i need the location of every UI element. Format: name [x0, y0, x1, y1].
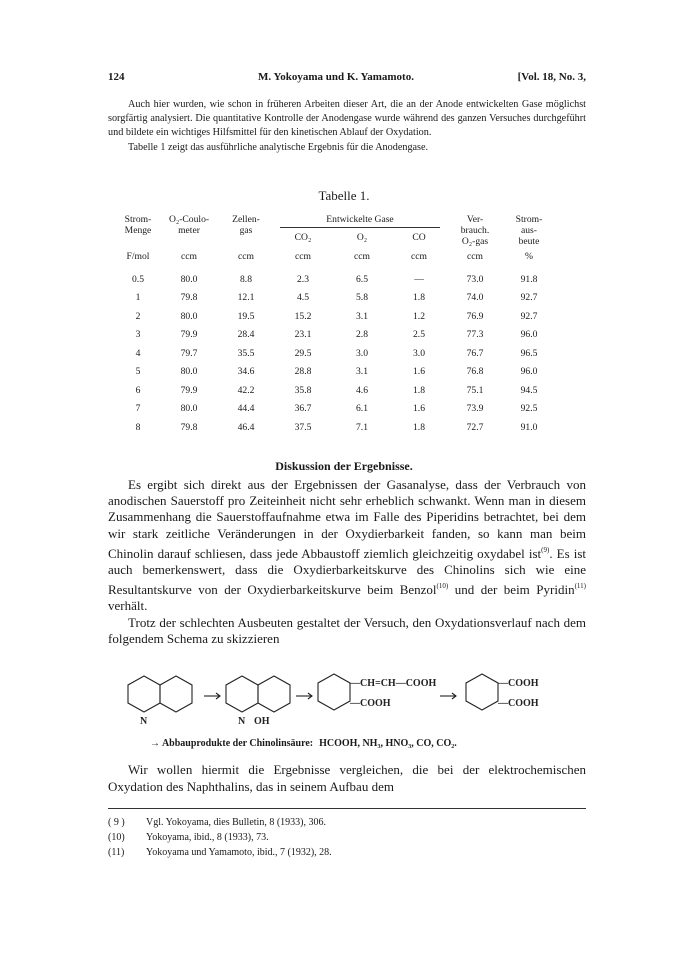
header-entwickelte-gase: Entwickelte Gase [274, 214, 446, 232]
table-row [116, 344, 554, 363]
table-cell: 80.0 [180, 310, 198, 322]
table-cell: 6.1 [356, 403, 368, 415]
table-row [116, 400, 554, 419]
unit-cell: ccm [411, 251, 427, 262]
table-cell: 1.8 [413, 292, 425, 304]
table-cell: 42.2 [237, 384, 255, 396]
discussion-paragraph-3: Wir wollen hiermit die Ergebnisse vergleichen, die bei der elektrochemischen Oxydation des Naphthalins, das in seinem Aufbau dem [108, 762, 586, 794]
table-cell: 76.9 [466, 310, 484, 322]
table-cell: 91.0 [520, 421, 538, 433]
unit-cell: ccm [295, 251, 311, 262]
header-brace-line [280, 227, 440, 228]
table-cell: 77.3 [466, 329, 484, 341]
table-cell: — [414, 273, 424, 285]
discussion-paragraph-1: Es ergibt sich direkt aus der Ergebnissen der Gasanalyse, dass der Verbrauch von anodischen Sauerstoff pro Zeiteinheit nicht sehr erheblich schwankt. Wenn man in diesem Zusammenhang die Sauerstoffaufnahme etwa im Falle des Piperidins betrachtet, bei dem wir stark zeitliche Veränderungen in der Oxydierbarkeit fanden, so kann man beim Chinolin darauf schliesen, dass jede Abbaustoff ziemlich gleichzeitig oxydabel ist$^{(9)}$. Es ist auch bemerkenswert, dass die Oxydierbarkeitskurve des Chinolins sich wie eine Resultantskurve von der Oxydierbarkeitskurve beim Benzol$^{(10)}$ und der beim Pyridin$^{(11)}$ verhält. [108, 477, 586, 614]
running-authors: M. Yokoyama und K. Yamamoto. [258, 71, 414, 83]
table-cell: 79.9 [180, 329, 198, 341]
table-cell: 96.5 [520, 347, 538, 359]
unit-cell: ccm [467, 251, 483, 262]
footnote-9: ( 9 ) Vgl. Yokoyama, dies Bulletin, 8 (1933), 306. [108, 817, 326, 828]
table-cell: 2.5 [413, 329, 425, 341]
caption-products: HCOOH, NH₃, HNO₃, CO, CO₂. [319, 738, 457, 749]
table-cell: 1.8 [413, 384, 425, 396]
table-cell: 3.1 [356, 366, 368, 378]
quinolinic-acid-ring [466, 674, 498, 710]
table-units-row [116, 247, 554, 264]
running-header [108, 71, 586, 87]
table-cell: 1 [135, 292, 141, 304]
volume-info: [Vol. 18, No. 3, [517, 71, 586, 83]
table-cell: 91.8 [520, 273, 538, 285]
table-cell: 28.8 [294, 366, 312, 378]
table-cell: 96.0 [520, 366, 538, 378]
unit-cell: % [525, 251, 533, 262]
table-cell: 3.0 [413, 347, 425, 359]
table-cell: 94.5 [520, 384, 538, 396]
label-oh: OH [254, 716, 270, 727]
table-cell: 44.4 [237, 403, 255, 415]
table-title: Tabelle 1. [318, 188, 370, 203]
table-cell: 92.7 [520, 310, 538, 322]
table-cell: 5 [135, 366, 141, 378]
caption-arrow: → [150, 738, 162, 749]
scheme-caption [150, 738, 457, 749]
header-strom-menge: Strom- Menge [124, 214, 152, 236]
table-cell: 34.6 [237, 366, 255, 378]
header-stromausbeute: Strom- aus- beute [515, 214, 543, 247]
footnote-ref-10: (10) [436, 582, 449, 591]
unit-cell: F/mol [126, 251, 150, 262]
footnote-divider [108, 808, 586, 809]
header-co: CO [412, 232, 426, 244]
table-cell: 92.5 [520, 403, 538, 415]
table-cell: 73.9 [466, 403, 484, 415]
intermediate-ring [318, 674, 350, 710]
table-cell: 15.2 [294, 310, 312, 322]
unit-cell: ccm [238, 251, 254, 262]
table-row [116, 326, 554, 345]
table-cell: 3.1 [356, 310, 368, 322]
table-cell: 79.9 [180, 384, 198, 396]
header-o2: O₂ [356, 232, 368, 244]
header-zellengas: Zellen- gas [232, 214, 260, 236]
table-cell: 3.0 [356, 347, 368, 359]
table-row [116, 264, 554, 289]
table-header-row [116, 214, 554, 232]
table-cell: 3 [135, 329, 141, 341]
table-row [116, 418, 554, 437]
table-cell: 46.4 [237, 421, 255, 433]
table-cell: 23.1 [294, 329, 312, 341]
table-cell: 92.7 [520, 292, 538, 304]
table-cell: 1.6 [413, 403, 425, 415]
table-cell: 76.8 [466, 366, 484, 378]
table-cell: 79.8 [180, 421, 198, 433]
table-cell: 5.8 [356, 292, 368, 304]
results-table [116, 214, 554, 437]
table-cell: 96.0 [520, 329, 538, 341]
table-cell: 1.6 [413, 366, 425, 378]
table-cell: 79.7 [180, 347, 198, 359]
table-cell: 75.1 [466, 384, 484, 396]
table-cell: 37.5 [294, 421, 312, 433]
table-cell: 80.0 [180, 403, 198, 415]
header-co2: CO₂ [294, 232, 312, 244]
quinoline-benzene-ring [128, 676, 160, 712]
intro-paragraph-2: Tabelle 1 zeigt das ausführliche analytische Ergebnis für die Anodengase. [128, 141, 429, 153]
table-cell: 1.2 [413, 310, 425, 322]
table-body [116, 264, 554, 437]
table-cell: 4 [135, 347, 141, 359]
table-cell: 80.0 [180, 366, 198, 378]
section-title: Diskussion der Ergebnisse. [275, 459, 413, 473]
table-cell: 74.0 [466, 292, 484, 304]
table-cell: 36.7 [294, 403, 312, 415]
header-o2-coulometer: O₂-Coulo- meter [168, 214, 210, 236]
table-cell: 4.6 [356, 384, 368, 396]
label-cooh-acid-2: —COOH [498, 698, 539, 709]
intro-text [108, 98, 586, 155]
table-cell: 6.5 [356, 273, 368, 285]
table-cell: 8.8 [240, 273, 252, 285]
table-cell: 72.7 [466, 421, 484, 433]
table-cell: 28.4 [237, 329, 255, 341]
table-cell: 2.8 [356, 329, 368, 341]
table-cell: 79.8 [180, 292, 198, 304]
table-row [116, 363, 554, 382]
table-cell: 2.3 [297, 273, 309, 285]
table-cell: 12.1 [237, 292, 255, 304]
table-cell: 80.0 [180, 273, 198, 285]
table-cell: 4.5 [297, 292, 309, 304]
unit-cell: ccm [354, 251, 370, 262]
table-cell: 35.8 [294, 384, 312, 396]
table-cell: 0.5 [132, 273, 144, 285]
label-cooh-intermediate: —COOH [350, 698, 391, 709]
table-row [116, 289, 554, 308]
table-row [116, 307, 554, 326]
page-number: 124 [108, 71, 125, 83]
table-cell: 8 [135, 421, 141, 433]
table-cell: 29.5 [294, 347, 312, 359]
hydroxyquinoline-ring-1 [226, 676, 258, 712]
table-cell: 76.7 [466, 347, 484, 359]
table-row [116, 381, 554, 400]
table-cell: 7 [135, 403, 141, 415]
label-ch-cooh: —CH=CH—COOH [350, 678, 437, 689]
footnote-ref-11: (11) [574, 582, 586, 591]
label-n-quinoline: N [140, 716, 148, 727]
quinoline-pyridine-ring [160, 676, 192, 712]
footnotes [108, 815, 586, 860]
intro-paragraph-1: Auch hier wurden, wie schon in früheren Arbeiten dieser Art, die an der Anode entwickelten Gase möglichst sorgfärtig analysiert. Die quantitative Kontrolle der Anodengase wurde während des ganzen Versuches durchgeführt und bildete ein wichtiges Hilfsmittel für den kinetischen Ablauf der Oxydation. [108, 99, 586, 139]
discussion-paragraph-2: Trotz der schlechten Ausbeuten gestaltet der Versuch, den Oxydationsverlauf nach dem folgendem Schema zu skizzieren [108, 614, 586, 646]
hydroxyquinoline-ring-2 [258, 676, 290, 712]
table-cell: 19.5 [237, 310, 255, 322]
footnote-11: (11) Yokoyama und Yamamoto, ibid., 7 (1932), 28. [108, 847, 332, 858]
table-cell: 73.0 [466, 273, 484, 285]
table-cell: 35.5 [237, 347, 255, 359]
discussion-text-continued [108, 762, 586, 795]
unit-cell: ccm [181, 251, 197, 262]
table-cell: 2 [135, 310, 141, 322]
discussion-text [108, 477, 586, 647]
table-cell: 6 [135, 384, 141, 396]
caption-label: Abbauprodukte der Chinolinsäure: [161, 738, 314, 749]
table-cell: 1.8 [413, 421, 425, 433]
label-n-hydroxy: N [238, 716, 246, 727]
footnote-ref-9: (9) [541, 545, 550, 554]
header-verbrauch: Ver- brauch. O₂-gas [460, 214, 490, 247]
label-cooh-acid-1: —COOH [498, 678, 539, 689]
footnote-10: (10) Yokoyama, ibid., 8 (1933), 73. [108, 832, 269, 843]
table-cell: 7.1 [356, 421, 368, 433]
